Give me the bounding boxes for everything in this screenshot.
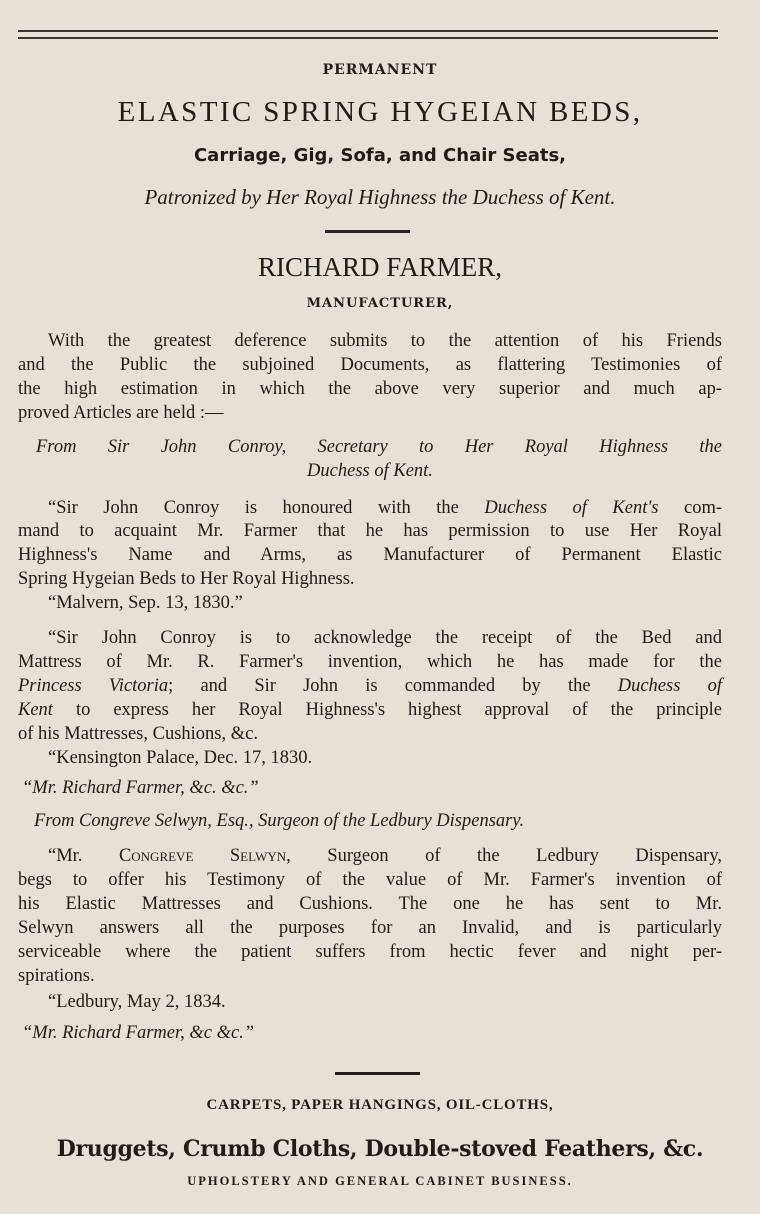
text-segment: Duchess of Kent. <box>307 461 433 481</box>
text-line <box>18 870 722 891</box>
text-line <box>48 628 722 649</box>
text-line <box>48 331 722 352</box>
text-line <box>18 918 722 939</box>
text-segment: mand to acquaint Mr. Farmer that he has permission to use Her Royal <box>18 521 722 541</box>
subtitle: Carriage, Gig, Sofa, and Chair Seats, <box>193 145 567 166</box>
text-segment: From Sir John Conroy, Secretary to Her Royal Highness the <box>36 437 722 457</box>
text-segment: Mattress of Mr. R. Farmer's invention, which he has made for the <box>18 652 722 672</box>
text-line <box>18 942 722 963</box>
text-line <box>18 676 722 697</box>
text-segment: “Ledbury, May 2, 1834. <box>48 992 226 1012</box>
text-segment: Kent <box>18 700 53 720</box>
text-segment: com- <box>658 498 722 518</box>
text-segment: “Mr. Richard Farmer, &c &c.” <box>22 1023 255 1043</box>
patron-line: Patronized by Her Royal Highness the Duchess of Kent. <box>144 185 616 209</box>
text-segment: proved Articles are held :— <box>18 403 224 423</box>
text-line <box>18 652 722 673</box>
footer-line-3: UPHOLSTERY AND GENERAL CABINET BUSINESS. <box>187 1174 573 1188</box>
text-line <box>18 521 722 542</box>
text-segment: “Sir John Conroy is to acknowledge the receipt of the Bed and <box>48 628 722 648</box>
manufacturer-role: MANUFACTURER, <box>306 296 454 311</box>
text-line <box>48 593 722 614</box>
text-line <box>48 992 722 1013</box>
text-line <box>36 437 722 458</box>
text-line <box>48 846 722 867</box>
text-segment: of his Mattresses, Cushions, &c. <box>18 724 258 744</box>
divider <box>335 1072 420 1075</box>
text-segment: Congreve Selwyn <box>118 846 287 866</box>
text-segment: ; and Sir John is commanded by the <box>168 676 618 696</box>
footer-line-2: Druggets, Crumb Cloths, Double-stoved Feathers, &c. <box>56 1136 704 1162</box>
text-line <box>18 724 722 745</box>
text-segment: “Mr. <box>48 846 119 866</box>
text-line <box>18 700 722 721</box>
text-line <box>18 461 722 482</box>
text-line <box>48 498 722 519</box>
text-line <box>22 778 722 799</box>
text-segment: , Surgeon of the Ledbury Dispensary, <box>286 846 722 866</box>
text-segment: “Mr. Richard Farmer, &c. &c.” <box>22 778 259 798</box>
kicker: PERMANENT <box>322 62 438 78</box>
text-line <box>18 403 722 424</box>
title: ELASTIC SPRING HYGEIAN BEDS, <box>117 96 643 128</box>
text-line <box>48 748 722 769</box>
double-rule <box>18 30 718 39</box>
text-segment: begs to offer his Testimony of the value of Mr. Farmer's invention of <box>18 870 722 890</box>
text-segment: his Elastic Mattresses and Cushions. The one he has sent to Mr. <box>18 894 722 914</box>
text-line <box>18 569 722 590</box>
text-segment: Selwyn answers all the purposes for an Invalid, and is particularly <box>18 918 722 938</box>
text-segment: to express her Royal Highness's highest approval of the principle <box>52 700 722 720</box>
text-segment: Duchess of <box>617 676 722 696</box>
text-segment: and the Public the subjoined Documents, as flattering Testimonies of <box>18 355 722 375</box>
text-segment: Highness's Name and Arms, as Manufacturer of Permanent Elastic <box>18 545 722 565</box>
text-segment: “Malvern, Sep. 13, 1830.” <box>48 593 243 613</box>
text-segment: the high estimation in which the above very superior and much ap- <box>18 379 722 399</box>
text-segment: Spring Hygeian Beds to Her Royal Highness. <box>18 569 355 589</box>
text-segment: serviceable where the patient suffers from hectic fever and night per- <box>18 942 722 962</box>
text-segment: “Kensington Palace, Dec. 17, 1830. <box>48 748 313 768</box>
text-line <box>22 1023 722 1044</box>
text-line <box>34 811 722 832</box>
text-segment: Princess Victoria <box>18 676 169 696</box>
divider <box>325 230 410 233</box>
text-line <box>18 379 722 400</box>
text-line <box>18 894 722 915</box>
manufacturer-name: RICHARD FARMER, <box>257 252 503 282</box>
text-line <box>18 545 722 566</box>
text-segment: From Congreve Selwyn, Esq., Surgeon of the Ledbury Dispensary. <box>34 811 525 831</box>
text-segment: “Sir John Conroy is honoured with the <box>48 498 485 518</box>
text-segment: With the greatest deference submits to the attention of his Friends <box>48 331 722 351</box>
text-line <box>18 966 722 987</box>
footer-line-1: CARPETS, PAPER HANGINGS, OIL-CLOTHS, <box>206 1097 554 1113</box>
text-segment: spirations. <box>18 966 95 986</box>
text-segment: Duchess of Kent's <box>484 498 659 518</box>
text-line <box>18 355 722 376</box>
